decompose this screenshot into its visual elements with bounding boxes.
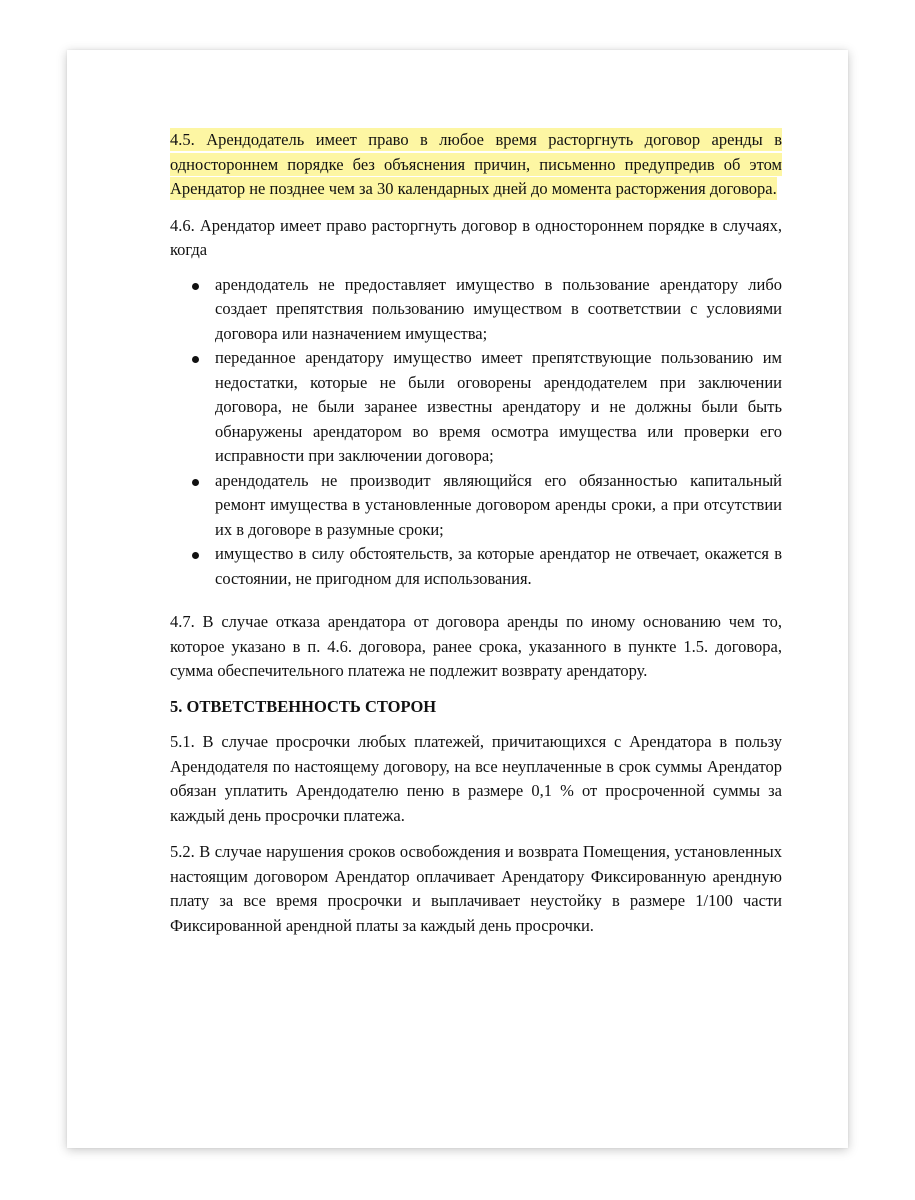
section-5-heading: 5. ОТВЕТСТВЕННОСТЬ СТОРОН — [170, 696, 437, 716]
termination-cases-list — [170, 273, 782, 592]
list-item — [215, 346, 782, 469]
list-item — [215, 273, 782, 347]
list-item-text: арендодатель не предоставляет имущество в пользование арендатору либо создает препятствия пользованию имуществом в соответствии с условиями договора или назначением имущества; — [215, 274, 782, 343]
document-page — [67, 50, 848, 1148]
bullet-icon — [192, 479, 199, 486]
clause-5-2: 5.2. В случае нарушения сроков освобождения и возврата Помещения, установленных настоящим договором Арендатор оплачивает Арендатору Фиксированную арендную плату за все время просрочки и выплачивает неустойку в размере 1/100 части Фиксированной арендной платы за каждый день просрочки. — [170, 842, 782, 935]
bullet-icon — [192, 356, 199, 363]
highlighted-text: 4.5. Арендодатель имеет право в любое время расторгнуть договор аренды в одностороннем порядке без объяснения причин, письменно предупредив об этом Арендатор не позднее чем за 30 календарных дней до момента расторжения договора. — [170, 130, 782, 198]
document-content — [170, 128, 782, 938]
bullet-icon — [192, 552, 199, 559]
clause-4-7: 4.7. В случае отказа арендатора от договора аренды по иному основанию чем то, которое указано в п. 4.6. договора, ранее срока, указанного в пункте 1.5. договора, сумма обеспечительного платежа не подлежит возврату арендатору. — [170, 612, 782, 680]
list-item-text: имущество в силу обстоятельств, за которые арендатор не отвечает, окажется в состоянии, не пригодном для использования. — [215, 544, 782, 588]
list-item — [215, 469, 782, 543]
clause-4-5 — [170, 128, 782, 202]
bullet-icon — [192, 283, 199, 290]
list-item — [215, 542, 782, 591]
list-item-text: арендодатель не производит являющийся его обязанностью капитальный ремонт имущества в установленные договором аренды сроки, а при отсутствии их в договоре в разумные сроки; — [215, 470, 782, 539]
clause-4-6: 4.6. Арендатор имеет право расторгнуть договор в одностороннем порядке в случаях, когда — [170, 215, 782, 259]
clause-5-1: 5.1. В случае просрочки любых платежей, причитающихся с Арендатора в пользу Арендодателя по настоящему договору, на все неуплаченные в срок суммы Арендатор обязан уплатить Арендодателю пеню в размере 0,1 % от просроченной суммы за каждый день просрочки платежа. — [170, 732, 782, 825]
list-item-text: переданное арендатору имущество имеет препятствующие пользованию им недостатки, которые не были оговорены арендодателем при заключении договора, не были заранее известны арендатору и не должны были быть обнаружены арендатором во время осмотра имущества или проверки его исправности при заключении договора; — [215, 348, 782, 465]
